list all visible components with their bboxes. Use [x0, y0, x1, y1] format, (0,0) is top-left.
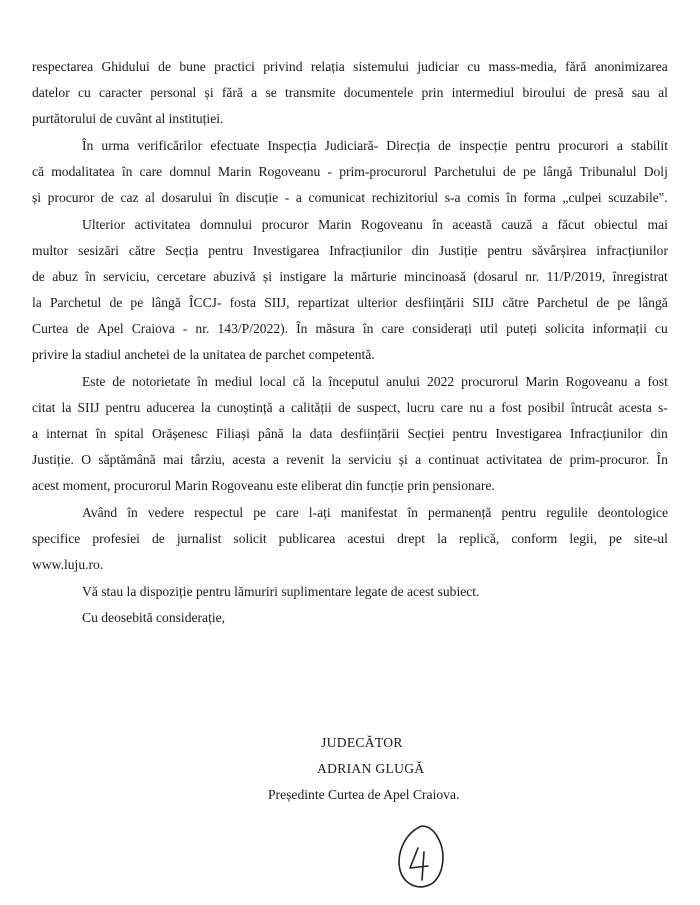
- word: obiectul: [594, 217, 638, 232]
- word: înregistrat: [612, 269, 668, 284]
- word: considerați: [412, 321, 472, 336]
- word: și: [398, 452, 408, 467]
- word: repartizat: [297, 295, 349, 310]
- word: de: [101, 190, 114, 205]
- word: scuzabile".: [608, 190, 668, 205]
- word: vedere: [147, 505, 185, 520]
- word: serviciu: [348, 452, 392, 467]
- word: domnul: [169, 164, 211, 179]
- word: lângă: [543, 164, 573, 179]
- word: la: [61, 400, 72, 415]
- word: Ghidului: [101, 59, 150, 74]
- word: de: [549, 452, 563, 467]
- word: acesta: [232, 452, 266, 467]
- word: la: [333, 269, 344, 284]
- word: a: [251, 85, 258, 100]
- word: posibil: [527, 400, 565, 415]
- word: cercetare: [156, 269, 206, 284]
- word: abuzivă: [213, 269, 256, 284]
- word: de: [573, 85, 587, 100]
- word: s-a: [444, 190, 461, 205]
- word: deontologice: [597, 505, 668, 520]
- word: spital: [114, 426, 144, 441]
- word: și: [262, 269, 272, 284]
- word: procurori: [558, 138, 609, 153]
- word: făcut: [557, 217, 585, 232]
- word: conform: [511, 531, 558, 546]
- word: care: [381, 321, 405, 336]
- word: a: [278, 400, 285, 415]
- word: ulterior: [357, 295, 398, 310]
- word: mediul: [214, 374, 253, 389]
- word: -: [327, 164, 333, 179]
- word: în: [407, 505, 418, 520]
- word: Marin: [525, 374, 559, 389]
- word: În: [656, 452, 668, 467]
- word: procuror: [261, 217, 309, 232]
- word: caracter: [99, 85, 143, 100]
- word: -: [284, 190, 290, 205]
- word: Secția: [165, 243, 199, 258]
- paragraph-3-line-5: [32, 320, 668, 338]
- paragraph-3-line-6: privire la stadiul anchetei de la unitatea de parchet competentă.: [32, 347, 375, 362]
- word: Marin: [318, 217, 352, 232]
- word: fosta: [229, 295, 257, 310]
- word: la: [311, 374, 322, 389]
- paragraph-3-line-4: [32, 294, 668, 312]
- word: Rogoveanu: [565, 374, 628, 389]
- word: Filiași: [215, 426, 250, 441]
- word: fost: [501, 400, 522, 415]
- paragraph-4-line-2: [32, 399, 668, 417]
- word: abuz: [52, 269, 78, 284]
- word: desființării: [405, 295, 465, 310]
- word: relația: [310, 59, 345, 74]
- word: personal: [150, 85, 197, 100]
- word: pentru: [501, 505, 537, 520]
- word: că: [292, 374, 305, 389]
- word: prim-procuror.: [569, 452, 650, 467]
- word: în: [127, 505, 138, 520]
- word: În: [82, 138, 94, 153]
- word: Inspecția: [267, 138, 317, 153]
- word: și: [204, 85, 214, 100]
- word: Este: [82, 374, 106, 389]
- word: de: [337, 400, 351, 415]
- word: cunoștință: [216, 400, 273, 415]
- word: acesta: [618, 400, 652, 415]
- paragraph-6-line-1: Vă stau la dispoziție pentru lămuriri suplimentare legate de acest subiect.: [82, 584, 480, 599]
- word: mai: [163, 452, 184, 467]
- word: În: [296, 321, 308, 336]
- word: în: [121, 164, 133, 179]
- word: către: [502, 295, 529, 310]
- word: modalitatea: [51, 164, 115, 179]
- word: fără: [221, 85, 243, 100]
- word: pe: [253, 505, 267, 520]
- paragraph-3-line-1: [82, 216, 668, 234]
- word: drept: [397, 531, 426, 546]
- word: regulile: [546, 505, 588, 520]
- word: în: [362, 321, 374, 336]
- word: lângă: [151, 295, 181, 310]
- word: târziu,: [190, 452, 226, 467]
- word: s-: [657, 400, 668, 415]
- paragraph-5-line-2: [32, 530, 668, 548]
- word: se: [265, 85, 277, 100]
- word: internat: [46, 426, 88, 441]
- word: calității: [291, 400, 332, 415]
- word: al: [658, 85, 668, 100]
- word: Având: [82, 505, 118, 520]
- word: Rogoveanu: [258, 164, 321, 179]
- paragraph-4-line-4: [32, 451, 668, 469]
- word: care: [276, 505, 299, 520]
- word: Dolj: [643, 164, 668, 179]
- word: desființării: [340, 426, 400, 441]
- word: urma: [101, 138, 130, 153]
- word: la: [200, 400, 211, 415]
- word: domnului: [200, 217, 253, 232]
- word: în: [432, 217, 443, 232]
- word: de: [158, 59, 171, 74]
- word: în: [85, 269, 96, 284]
- word: mai: [647, 217, 668, 232]
- word: suspect,: [356, 400, 401, 415]
- word: a: [295, 190, 302, 205]
- word: sau: [631, 85, 650, 100]
- word: Direcția: [386, 138, 431, 153]
- word: începutul: [328, 374, 380, 389]
- word: dosarului: [161, 190, 213, 205]
- word: verificărilor: [137, 138, 203, 153]
- word: lucru: [406, 400, 435, 415]
- word: documentele: [343, 85, 414, 100]
- paragraph-1-line-3: purtătorului de cuvânt al instituției.: [32, 111, 224, 126]
- word: Curtea: [32, 321, 69, 336]
- word: permanență: [428, 505, 492, 520]
- word: Apel: [97, 321, 124, 336]
- word: SIIJ,: [264, 295, 290, 310]
- word: și: [32, 190, 42, 205]
- word: cu: [654, 321, 668, 336]
- word: la: [331, 452, 342, 467]
- word: Parchetului: [433, 164, 496, 179]
- word: această: [452, 217, 492, 232]
- word: mărturie: [350, 269, 397, 284]
- word: pe: [523, 164, 536, 179]
- word: Judiciară-: [324, 138, 379, 153]
- word: acestui: [347, 531, 386, 546]
- word: a: [541, 217, 548, 232]
- word: Justiție.: [32, 452, 74, 467]
- word: sistemului: [353, 59, 410, 74]
- word: procuror: [47, 190, 95, 205]
- word: pentru: [105, 400, 141, 415]
- word: discuție: [235, 190, 279, 205]
- word: de: [151, 531, 165, 546]
- paragraph-2-line-3: [32, 189, 668, 207]
- word: publicarea: [278, 531, 336, 546]
- word: serviciu,: [103, 269, 150, 284]
- word: măsura: [315, 321, 355, 336]
- word: prin: [421, 85, 444, 100]
- word: respectarea: [32, 59, 94, 74]
- word: nr.: [195, 321, 210, 336]
- word: mass-media,: [488, 59, 557, 74]
- word: de: [503, 164, 516, 179]
- word: în: [506, 190, 517, 205]
- word: Infracțiunilor: [329, 243, 402, 258]
- word: la: [291, 426, 302, 441]
- paragraph-5-line-3: www.luju.ro.: [32, 557, 104, 572]
- word: din: [411, 243, 430, 258]
- word: Craiova: [131, 321, 175, 336]
- word: instigare: [279, 269, 327, 284]
- word: în: [197, 374, 208, 389]
- word: cu: [77, 85, 91, 100]
- paragraph-2-line-1: [82, 137, 668, 155]
- word: de: [32, 269, 45, 284]
- word: l-ați: [308, 505, 331, 520]
- word: în: [218, 190, 230, 205]
- word: la: [437, 531, 447, 546]
- word: Investigarea: [252, 243, 320, 258]
- word: săptămână: [98, 452, 156, 467]
- paragraph-5-line-1: [82, 504, 668, 522]
- word: revenit: [286, 452, 324, 467]
- paragraph-1-line-2: [32, 84, 668, 102]
- word: Marin: [218, 164, 252, 179]
- handwritten-mark: [392, 822, 450, 894]
- word: Justiție: [438, 243, 478, 258]
- word: de: [596, 295, 610, 310]
- word: sesizări: [78, 243, 119, 258]
- word: SIIJ: [77, 400, 100, 415]
- word: continuat: [428, 452, 479, 467]
- word: „culpei: [562, 190, 602, 205]
- paragraph-4-line-3: [32, 425, 668, 443]
- word: procurorul: [461, 374, 519, 389]
- word: util: [479, 321, 499, 336]
- word: pentru: [487, 243, 523, 258]
- word: judiciar: [417, 59, 459, 74]
- word: Parchetul: [536, 295, 589, 310]
- word: forma: [523, 190, 556, 205]
- word: pe: [130, 295, 144, 310]
- word: multor: [32, 243, 69, 258]
- word: pentru: [452, 426, 488, 441]
- word: care: [440, 400, 464, 415]
- word: solicita: [545, 321, 585, 336]
- word: ÎCCJ-: [189, 295, 222, 310]
- paragraph-2-line-2: [32, 163, 668, 181]
- word: pentru: [208, 243, 243, 258]
- word: al: [145, 190, 155, 205]
- word: transmite: [284, 85, 336, 100]
- paragraph-1-line-1: [32, 58, 668, 76]
- closing-salutation: Cu deosebită considerație,: [82, 610, 226, 625]
- word: de: [112, 374, 126, 389]
- word: SIIJ: [472, 295, 495, 310]
- word: săvârșirea: [532, 243, 587, 258]
- word: lângă: [638, 295, 668, 310]
- word: (dosarul: [473, 269, 518, 284]
- word: legii,: [569, 531, 597, 546]
- word: infracțiunilor: [596, 243, 668, 258]
- word: datelor: [32, 85, 70, 100]
- word: a: [616, 138, 623, 153]
- word: Ulterior: [82, 217, 126, 232]
- word: practici: [214, 59, 255, 74]
- word: de: [438, 138, 451, 153]
- word: aducerea: [146, 400, 195, 415]
- word: a: [272, 452, 279, 467]
- paragraph-3-line-2: [32, 242, 668, 260]
- word: O: [81, 452, 92, 467]
- word: intermediul: [451, 85, 515, 100]
- word: privind: [263, 59, 303, 74]
- word: a: [489, 400, 496, 415]
- word: cu: [467, 59, 481, 74]
- word: Rogoveanu: [360, 217, 423, 232]
- word: biroului: [522, 85, 566, 100]
- word: la: [32, 295, 42, 310]
- word: Orășenesc: [151, 426, 208, 441]
- word: site-ul: [633, 531, 668, 546]
- signature-title: JUDECĂTOR: [321, 735, 403, 750]
- word: 2022: [427, 374, 455, 389]
- word: bune: [179, 59, 206, 74]
- word: inspecție: [459, 138, 508, 153]
- word: fost: [647, 374, 668, 389]
- word: Investigarea: [495, 426, 562, 441]
- word: specifice: [32, 531, 81, 546]
- word: respectul: [194, 505, 244, 520]
- word: puteți: [506, 321, 538, 336]
- word: replică,: [458, 531, 500, 546]
- word: de: [109, 295, 123, 310]
- word: jurnalist: [176, 531, 222, 546]
- word: pe: [617, 295, 631, 310]
- word: a: [415, 452, 422, 467]
- word: cauză: [501, 217, 533, 232]
- signature-role: Președinte Curtea de Apel Craiova.: [268, 787, 460, 802]
- paragraph-4-line-1: [82, 373, 668, 391]
- word: informații: [592, 321, 647, 336]
- word: anonimizarea: [594, 59, 668, 74]
- word: presă: [594, 85, 624, 100]
- word: în: [95, 426, 107, 441]
- word: fără: [565, 59, 587, 74]
- word: că: [32, 164, 45, 179]
- paragraph-3-line-3: [32, 268, 668, 286]
- word: manifestat: [340, 505, 398, 520]
- word: activitatea: [134, 217, 191, 232]
- word: data: [309, 426, 333, 441]
- word: din: [650, 426, 668, 441]
- word: -: [182, 321, 188, 336]
- word: comis: [467, 190, 500, 205]
- word: până: [258, 426, 284, 441]
- word: citat: [32, 400, 56, 415]
- word: mincinoasă: [404, 269, 466, 284]
- word: anului: [386, 374, 421, 389]
- signature-name: ADRIAN GLUGĂ: [317, 761, 425, 776]
- word: solicit: [233, 531, 267, 546]
- word: notorietate: [132, 374, 191, 389]
- word: a: [634, 374, 641, 389]
- word: Parchetul: [49, 295, 102, 310]
- word: pe: [609, 531, 622, 546]
- paragraph-4-line-5: acest moment, procurorul Marin Rogoveanu este eliberat din funcție prin pensionare.: [32, 478, 495, 493]
- word: stabilit: [630, 138, 668, 153]
- word: caz: [120, 190, 139, 205]
- word: prim-procurorul: [339, 164, 427, 179]
- word: local: [259, 374, 286, 389]
- word: efectuate: [210, 138, 260, 153]
- word: nu: [469, 400, 483, 415]
- word: pentru: [515, 138, 551, 153]
- word: de: [76, 321, 90, 336]
- word: activitatea: [486, 452, 543, 467]
- word: rechizitoriul: [371, 190, 439, 205]
- word: profesiei: [92, 531, 140, 546]
- word: 143/P/2022).: [217, 321, 289, 336]
- word: întrucât: [570, 400, 613, 415]
- word: comunicat: [308, 190, 366, 205]
- word: Secției: [407, 426, 445, 441]
- word: care: [139, 164, 163, 179]
- word: 11/P/2019,: [546, 269, 606, 284]
- word: către: [128, 243, 156, 258]
- word: nr.: [525, 269, 540, 284]
- word: Infracțiunilor: [569, 426, 643, 441]
- word: Tribunalul: [579, 164, 637, 179]
- word: a: [32, 426, 39, 441]
